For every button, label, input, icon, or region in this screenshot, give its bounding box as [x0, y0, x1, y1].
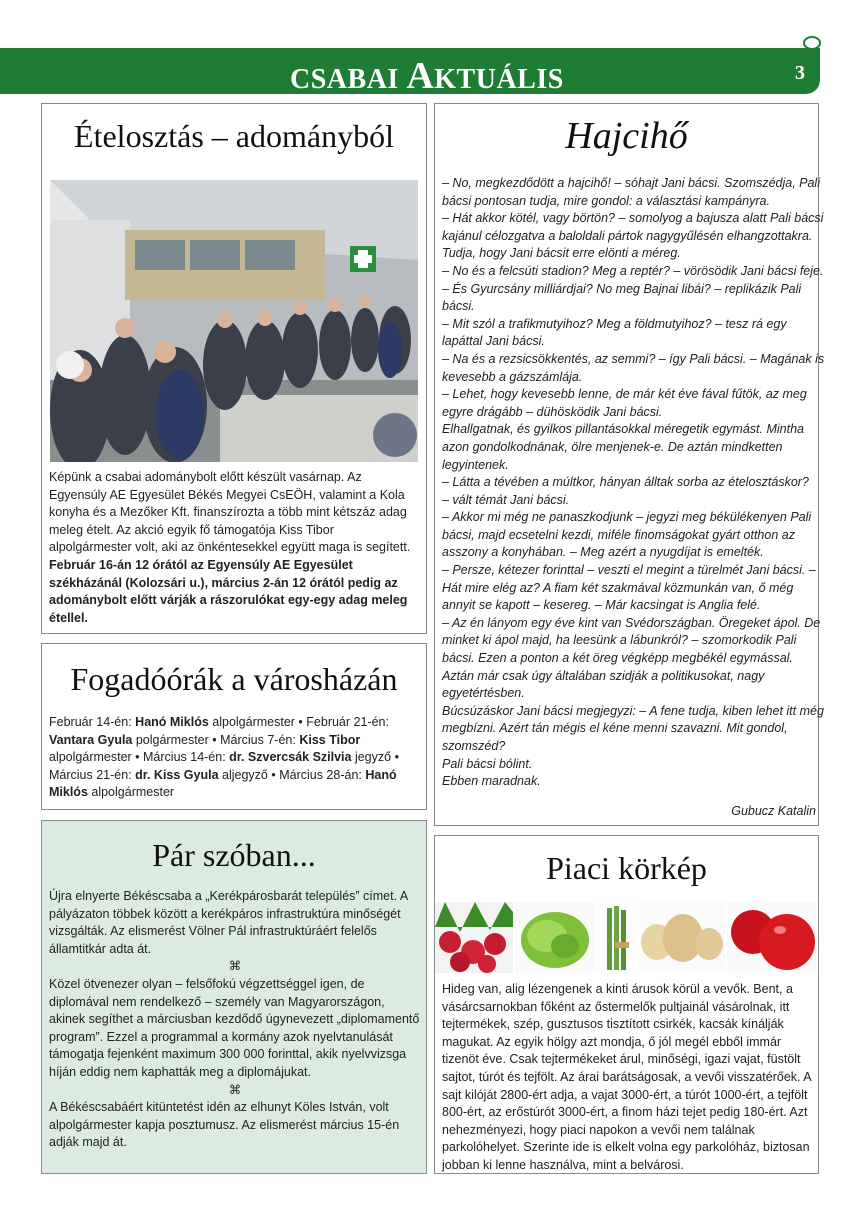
- entry-date: Február 14-én:: [49, 715, 136, 729]
- story-line: Ebben maradnak.: [442, 774, 541, 789]
- story-line: Búcsúzáskor Jani bácsi megjegyzi: – A fene tudja, kiben lehet itt még megbízni. Azért tán mégis el kéne menni szavazni. Mit gondol, szomszéd?: [442, 703, 824, 753]
- entry-role: alpolgármester: [87, 785, 175, 800]
- etelosztas-article: [41, 103, 427, 634]
- story-line: – Az én lányom egy éve kint van Svédországban. Öregeket ápol. De minket ki ápol majd, ha leesünk a lábunkról? – szomorkodik Pali bácsi. Ezen a ponton a két öreg végképp megbékél egymással. Aztán már csak úgy általában szidják a politikusokat, nagy egyetértésben.: [442, 615, 821, 701]
- news-paragraph: Közel ötvenezer olyan – felsőfokú végzettséggel igen, de diplomával nem rendelkező – személy van Magyarországon, akinek segíthet a márciusban kezdődő úgynevezett „diplomamentő program”. Ezzel a programmal a kormány azok nyelvtanulását támogatja fejenként maximum 300 000 forinttal, akik nyelvvizsga híján eddig nem kaphatták meg a diplomájukat.: [49, 976, 420, 1079]
- story-line: – És Gyurcsány milliárdjai? No meg Bajnai libái? – replikázik Pali bácsi.: [442, 281, 802, 314]
- etelosztas-caption: Képünk a csabai adománybolt előtt készült vasárnap. Az Egyensúly AE Egyesület Békés Megyei CsEÖH, valamint a Kola konyha és a Mezőker Kft. finanszírozta a több mint kétszáz adag meleg ételt. Az akció egyik fő támogatója Kiss Tibor alpolgármester volt, aki az önkéntesekkel együtt maga is segített. Február 16-án 12 órától az Egyensúly AE Egyesület székházánál (Kolozsári u.), március 2-án 12 órától pedig az adománybolt előtt várják a rászorulókat egy-egy adag meleg étellel.: [49, 470, 411, 625]
- story-line: – Akkor mi még ne panaszkodjunk – jegyzi meg békülékenyen Pali bácsi, majd ecsetelni kezdi, miféle finomságokat gyárt otthon az asszony a konyhában. – Meg azért a nyugdíjat is emelték.: [442, 510, 812, 560]
- entry-role: polgármester •: [132, 732, 221, 747]
- entry-name: Hanó Miklós: [135, 715, 209, 729]
- story-line: – vált témát Jani bácsi.: [442, 492, 570, 507]
- hajciho-article: [434, 103, 825, 826]
- par-szoban-article: [41, 820, 427, 1174]
- story-line: – Hát akkor kötél, vagy börtön? – somolyog a bajusza alatt Pali bácsi kajánul célozgatva a baloldali pártok nagygyűlésén elhangzottakra. Tudja, hogy Jani bácsit erre elönti a méreg.: [442, 211, 824, 261]
- entry-date: Március 7-én:: [220, 732, 300, 747]
- piaci-text: Hideg van, alig lézengenek a kinti árusok körül a vevők. Bent, a vásárcsarnokban főként az őstermelők pultjainál vásárolnak, itt tejtermékek, szép, gusztusos tisztított csirkék, kacsák kínálják magukat. Az egyik hölgy azt mondja, ő jól megél ebből immár tizenöt éve. Csak tejtermékeket árul, minőségi, igazi vajat, füstölt sajtot, túrót és tejfölt. Az árai barátságosak, a vevői visszatérőek. A sajt kilóját 2800-ért adja, a vajat 3000-ért, a túrót 1000-ért, a tejfölt 800-ért, az erőstúrót 3000-ért, a finom házi tejet pedig 180-ért. Azt nehezményezi, hogy piaci napokon a vevői nem találnak parkolóhelyet. Szerinte ide is elkelt volna egy parkolóház, biztosan jobban ki lenne használva, mint a belvárosi.: [442, 982, 811, 1172]
- news-paragraph: A Békéscsabáért kitüntetést idén az elhunyt Köles István, volt alpolgármester kapja posztumusz. Az elismerést március 15-én adják majd át.: [49, 1100, 400, 1150]
- story-line: – Látta a tévében a múltkor, hányan álltak sorba az ételosztáskor?: [442, 475, 809, 490]
- entry-role: alpolgármester •: [49, 750, 144, 765]
- lettuce-icon: [515, 902, 595, 973]
- story-line: Pali bácsi bólint.: [442, 756, 533, 771]
- par-szoban-title: Pár szóban...: [152, 837, 316, 873]
- entry-role: jegyző •: [351, 750, 399, 765]
- masthead-title: CSABAI AKTUÁLIS: [290, 55, 564, 97]
- story-line: – Mit szól a trafikmutyihoz? Meg a földmutyihoz? – tesz rá egy lapáttal Jani bácsi.: [442, 316, 787, 349]
- food-queue-photo: [50, 180, 418, 462]
- story-line: – Na és a rezsicsökkentés, az semmi? – így Pali bácsi. – Magának is kevesebb a gázszámlája.: [442, 351, 825, 384]
- entry-role: aljegyző •: [218, 767, 280, 782]
- story-line: – No és a felcsúti stadion? Meg a reptér? – vörösödik Jani bácsi feje.: [442, 263, 824, 278]
- produce-strip-photo: [435, 902, 818, 973]
- asparagus-icon: [597, 902, 637, 973]
- entry-name: Kiss Tibor: [299, 732, 361, 747]
- page-number: 3: [795, 62, 805, 84]
- story-line: – No, megkezdődött a hajcihő! – sóhajt Jani bácsi. Szomszédja, Pali bácsi pontosan tudja, mire gondol: a választási kampányra.: [442, 176, 820, 208]
- hajciho-title: Hajcihő: [565, 115, 688, 157]
- separator-icon: ⌘: [228, 1082, 242, 1097]
- separator-icon: ⌘: [228, 959, 242, 974]
- apple-icon: [727, 902, 818, 973]
- entry-date: Március 28-án:: [279, 767, 366, 782]
- fogadoorak-article: [41, 643, 427, 810]
- story-line: – Persze, kétezer forinttal – veszti el megint a türelmét Jani bácsi. – Hát mire elég az? A fiam két szakmával közmunkán van, ő még annyit se kapott – kesereg. – Már kacsingat is Anglia felé.: [442, 563, 816, 613]
- par-szoban-body: [49, 888, 421, 1152]
- fogadoorak-title: Fogadóórák a városházán: [70, 661, 398, 697]
- story-line: Elhallgatnak, és gyilkos pillantásokkal méregetik egymást. Mintha azon gondolkodnának, ölre menjenek-e. De aztán mindketten legyintenek.: [442, 422, 804, 472]
- entry-name: Vantara Gyula: [49, 732, 133, 747]
- radish-icon: [435, 902, 513, 973]
- entry-role: alpolgármester •: [208, 715, 307, 729]
- news-paragraph: Újra elnyerte Békéscsaba a „Kerékpárosbarát település” címet. A pályázaton többek között a kerékpáros infrastruktúra minőségét vizsgálták. Az elismerést Völner Pál infrastruktúráért felelős államtitkár adta át.: [49, 889, 408, 956]
- etelosztas-title: Ételosztás – adományból: [74, 118, 394, 154]
- entry-date: Március 21-én:: [49, 767, 136, 782]
- story-line: – Lehet, hogy kevesebb lenne, de már két éve fával fűtök, az meg egyre drágább – dühösködik Jani bácsi.: [442, 387, 807, 419]
- entry-name: Hanó Miklós: [49, 767, 397, 800]
- author-byline: Gubucz Katalin: [731, 804, 816, 818]
- entry-date: Március 14-én:: [143, 750, 230, 765]
- potato-icon: [639, 902, 725, 973]
- hajciho-story: [442, 175, 827, 791]
- entry-name: dr. Kiss Gyula: [135, 767, 219, 782]
- entry-date: Február 21-én:: [306, 715, 389, 729]
- entry-name: dr. Szvercsák Szilvia: [229, 750, 352, 765]
- masthead: [0, 48, 820, 97]
- piaci-article: [434, 835, 819, 1174]
- fogadoorak-list: [49, 714, 419, 802]
- piaci-title: Piaci körkép: [546, 850, 707, 886]
